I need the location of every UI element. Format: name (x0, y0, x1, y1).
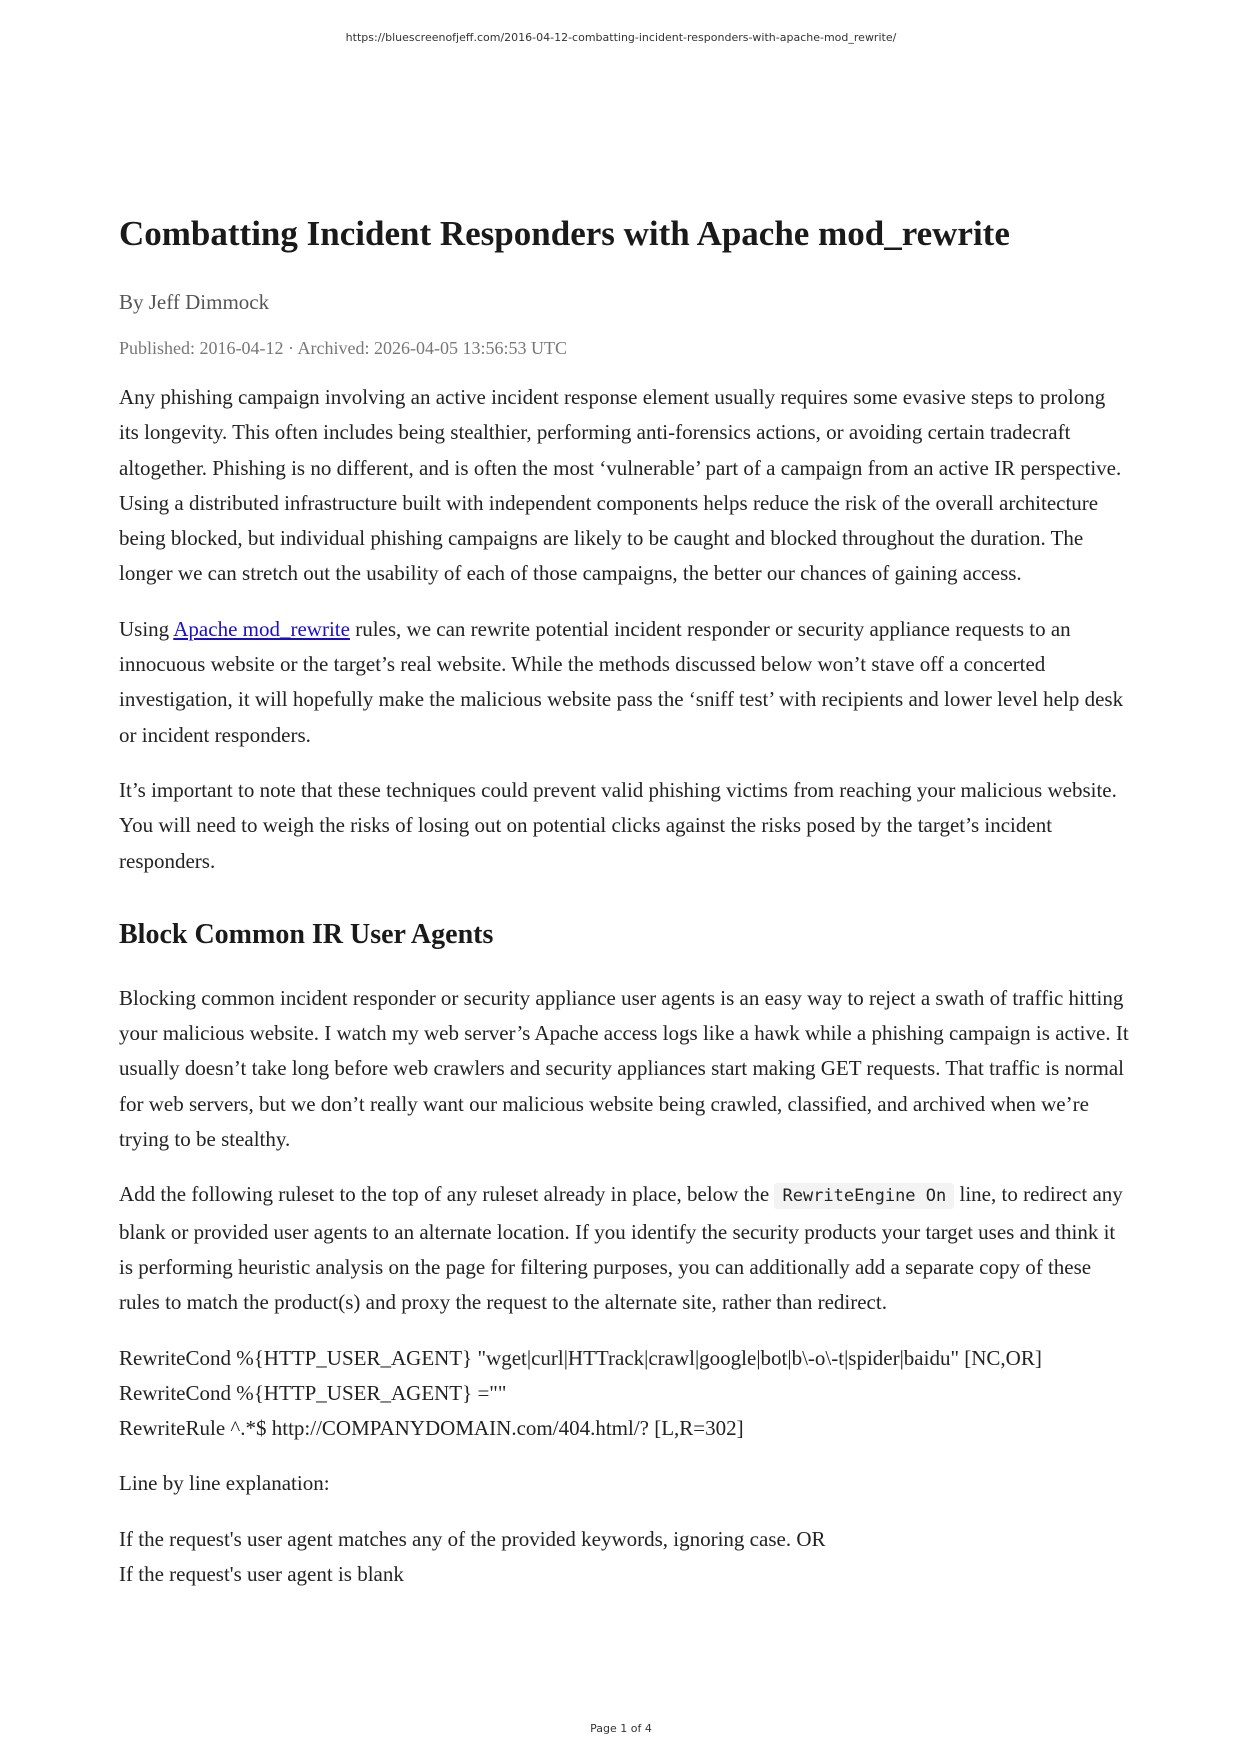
mod-rewrite-paragraph (119, 612, 1129, 753)
intro-paragraph: Any phishing campaign involving an active incident response element usually requires some evasive steps to prolong its longevity. This often includes being stealthier, performing anti-forensics actions, or avoiding certain tradecraft altogether. Phishing is no different, and is often the most ‘vulnerable’ part of a campaign from an active IR perspective. Using a distributed infrastructure built with independent components helps reduce the risk of the overall architecture being blocked, but individual phishing campaigns are likely to be caught and blocked throughout the duration. The longer we can stretch out the usability of each of those campaigns, the better our chances of gaining access. (119, 385, 1122, 586)
section-paragraph-1: Blocking common incident responder or security appliance user agents is an easy way to reject a swath of traffic hitting your malicious website. I watch my web server’s Apache access logs like a hawk while a phishing campaign is active. It usually doesn’t take long before web crawlers and security appliances start making GET requests. That traffic is normal for web servers, but we don’t really want our malicious website being crawled, classified, and archived when we’re trying to be stealthy. (119, 985, 1129, 1152)
publish-meta: Published: 2016-04-12 · Archived: 2026-04-05 13:56:53 UTC (119, 338, 567, 358)
ruleset-line: RewriteCond %{HTTP_USER_AGENT} ="" (119, 1380, 507, 1405)
explanation-label: Line by line explanation: (119, 1471, 330, 1496)
author-byline: By Jeff Dimmock (119, 290, 270, 314)
section-paragraph-2 (119, 1177, 1129, 1320)
ruleset-line: RewriteRule ^.*$ http://COMPANYDOMAIN.com/404.html/? [L,R=302] (119, 1416, 744, 1441)
explanation-block (119, 1522, 1129, 1593)
text: rules, we can rewrite potential incident responder or security appliance requests to an innocuous website or the target’s real website. While the methods discussed below won’t stave off a concerted investigation, it will hopefully make the malicious website pass the ‘sniff test’ with recipients and lower level help desk or incident responders. (119, 616, 1124, 747)
explanation-line: If the request's user agent matches any of the provided keywords, ignoring case. OR (119, 1526, 826, 1551)
article (119, 210, 1129, 1592)
page-indicator: Page 1 of 4 (590, 1722, 652, 1735)
text: line, to redirect any blank or provided user agents to an alternate location. If you identify the security products your target uses and think it is performing heuristic analysis on the page for filtering purposes, you can additionally add a separate copy of these rules to match the product(s) and proxy the request to the alternate site, rather than redirect. (119, 1182, 1123, 1315)
apache-mod-rewrite-link[interactable]: Apache mod_rewrite (173, 616, 350, 641)
text: Using (119, 616, 174, 641)
explanation-line: If the request's user agent is blank (119, 1562, 404, 1587)
warning-paragraph: It’s important to note that these techniques could prevent valid phishing victims from reaching your malicious website. You will need to weigh the risks of losing out on potential clicks against the risks posed by the target’s incident responders. (119, 777, 1117, 873)
ruleset-block (119, 1341, 1129, 1447)
page-url-header: https://bluescreenofjeff.com/2016-04-12-combatting-incident-responders-with-apache-mod_rewrite/ (345, 31, 897, 44)
inline-code: RewriteEngine On (774, 1183, 954, 1209)
article-title: Combatting Incident Responders with Apache mod_rewrite (119, 214, 1010, 253)
section-heading: Block Common IR User Agents (119, 918, 494, 950)
text: Add the following ruleset to the top of any ruleset already in place, below the (119, 1182, 775, 1207)
ruleset-line: RewriteCond %{HTTP_USER_AGENT} "wget|curl|HTTrack|crawl|google|bot|b\-o\-t|spider|baidu" [NC,OR] (119, 1345, 1042, 1370)
